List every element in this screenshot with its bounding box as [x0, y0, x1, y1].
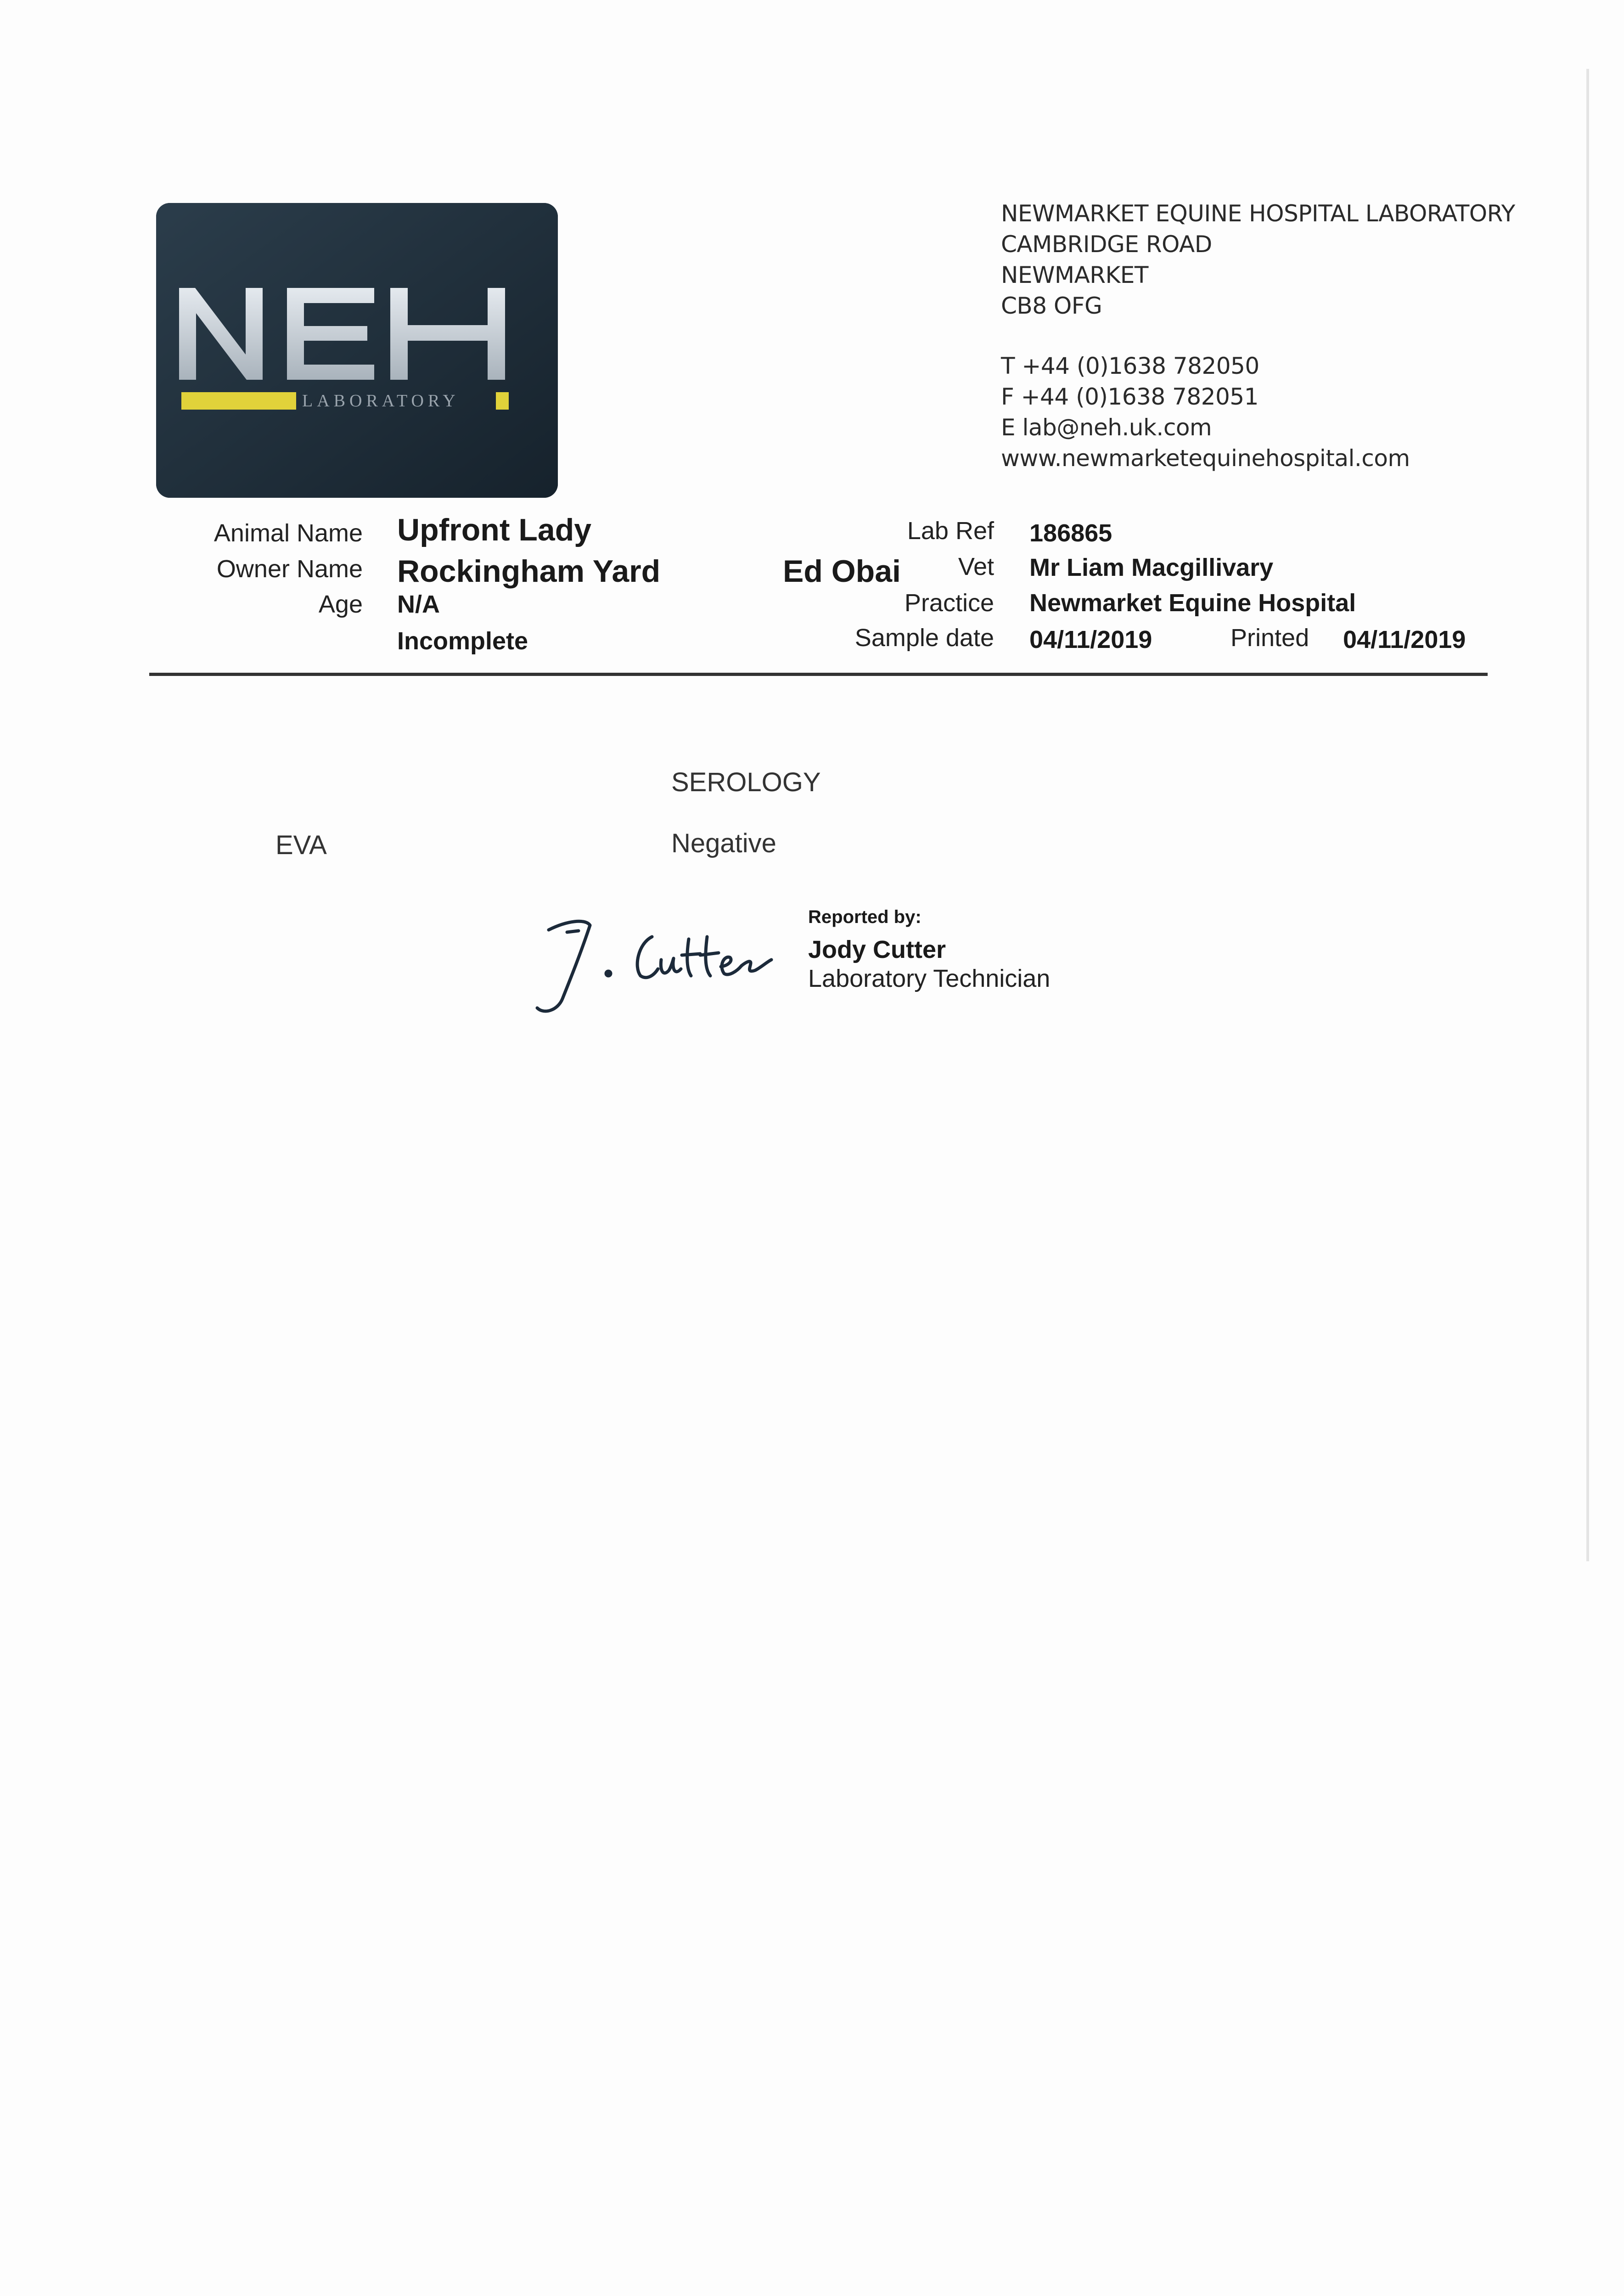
lab-address-block: [1001, 198, 1515, 474]
neh-laboratory-logo: [156, 203, 558, 498]
lab-ref-value: 186865: [1029, 519, 1113, 547]
contact-name: Ed Obai: [783, 554, 901, 589]
header-divider: [149, 673, 1488, 676]
practice-label: Practice: [904, 589, 994, 617]
lab-town: NEWMARKET: [1001, 262, 1148, 288]
logo-graphic: [156, 203, 558, 498]
lab-street: CAMBRIDGE ROAD: [1001, 231, 1212, 258]
page-edge-shadow: [1586, 69, 1589, 1561]
age-label: Age: [318, 591, 363, 618]
test-name: EVA: [275, 830, 327, 860]
lab-postcode: CB8 OFG: [1001, 293, 1102, 319]
owner-name-value: Rockingham Yard: [397, 554, 661, 589]
signature: [535, 912, 774, 1024]
animal-name-value: Upfront Lady: [397, 512, 592, 547]
lab-ref-label: Lab Ref: [907, 517, 994, 545]
animal-name-label: Animal Name: [214, 519, 363, 547]
sample-date-label: Sample date: [854, 624, 994, 652]
practice-value: Newmarket Equine Hospital: [1029, 589, 1356, 617]
handwritten-signature: [535, 912, 774, 1022]
serology-heading: SEROLOGY: [671, 767, 821, 797]
vet-label: Vet: [958, 553, 994, 580]
printed-date-value: 04/11/2019: [1343, 626, 1466, 653]
svg-text:LABORATORY: LABORATORY: [302, 391, 460, 411]
vet-value: Mr Liam Macgillivary: [1029, 554, 1274, 581]
test-result: Negative: [671, 828, 776, 858]
lab-fax: F +44 (0)1638 782051: [1001, 383, 1259, 410]
lab-website: www.newmarketequinehospital.com: [1001, 445, 1410, 472]
owner-name-label: Owner Name: [216, 555, 363, 583]
status-value: Incomplete: [397, 627, 528, 655]
lab-email: E lab@neh.uk.com: [1001, 414, 1212, 441]
sample-date-value: 04/11/2019: [1029, 626, 1152, 653]
reporter-name: Jody Cutter: [808, 936, 946, 963]
reported-by-label: Reported by:: [808, 907, 922, 927]
lab-name: NEWMARKET EQUINE HOSPITAL LABORATORY: [1001, 200, 1515, 227]
lab-phone: T +44 (0)1638 782050: [1001, 353, 1259, 379]
age-value: N/A: [397, 591, 440, 618]
printed-label: Printed: [1231, 624, 1309, 652]
reporter-title: Laboratory Technician: [808, 965, 1051, 992]
